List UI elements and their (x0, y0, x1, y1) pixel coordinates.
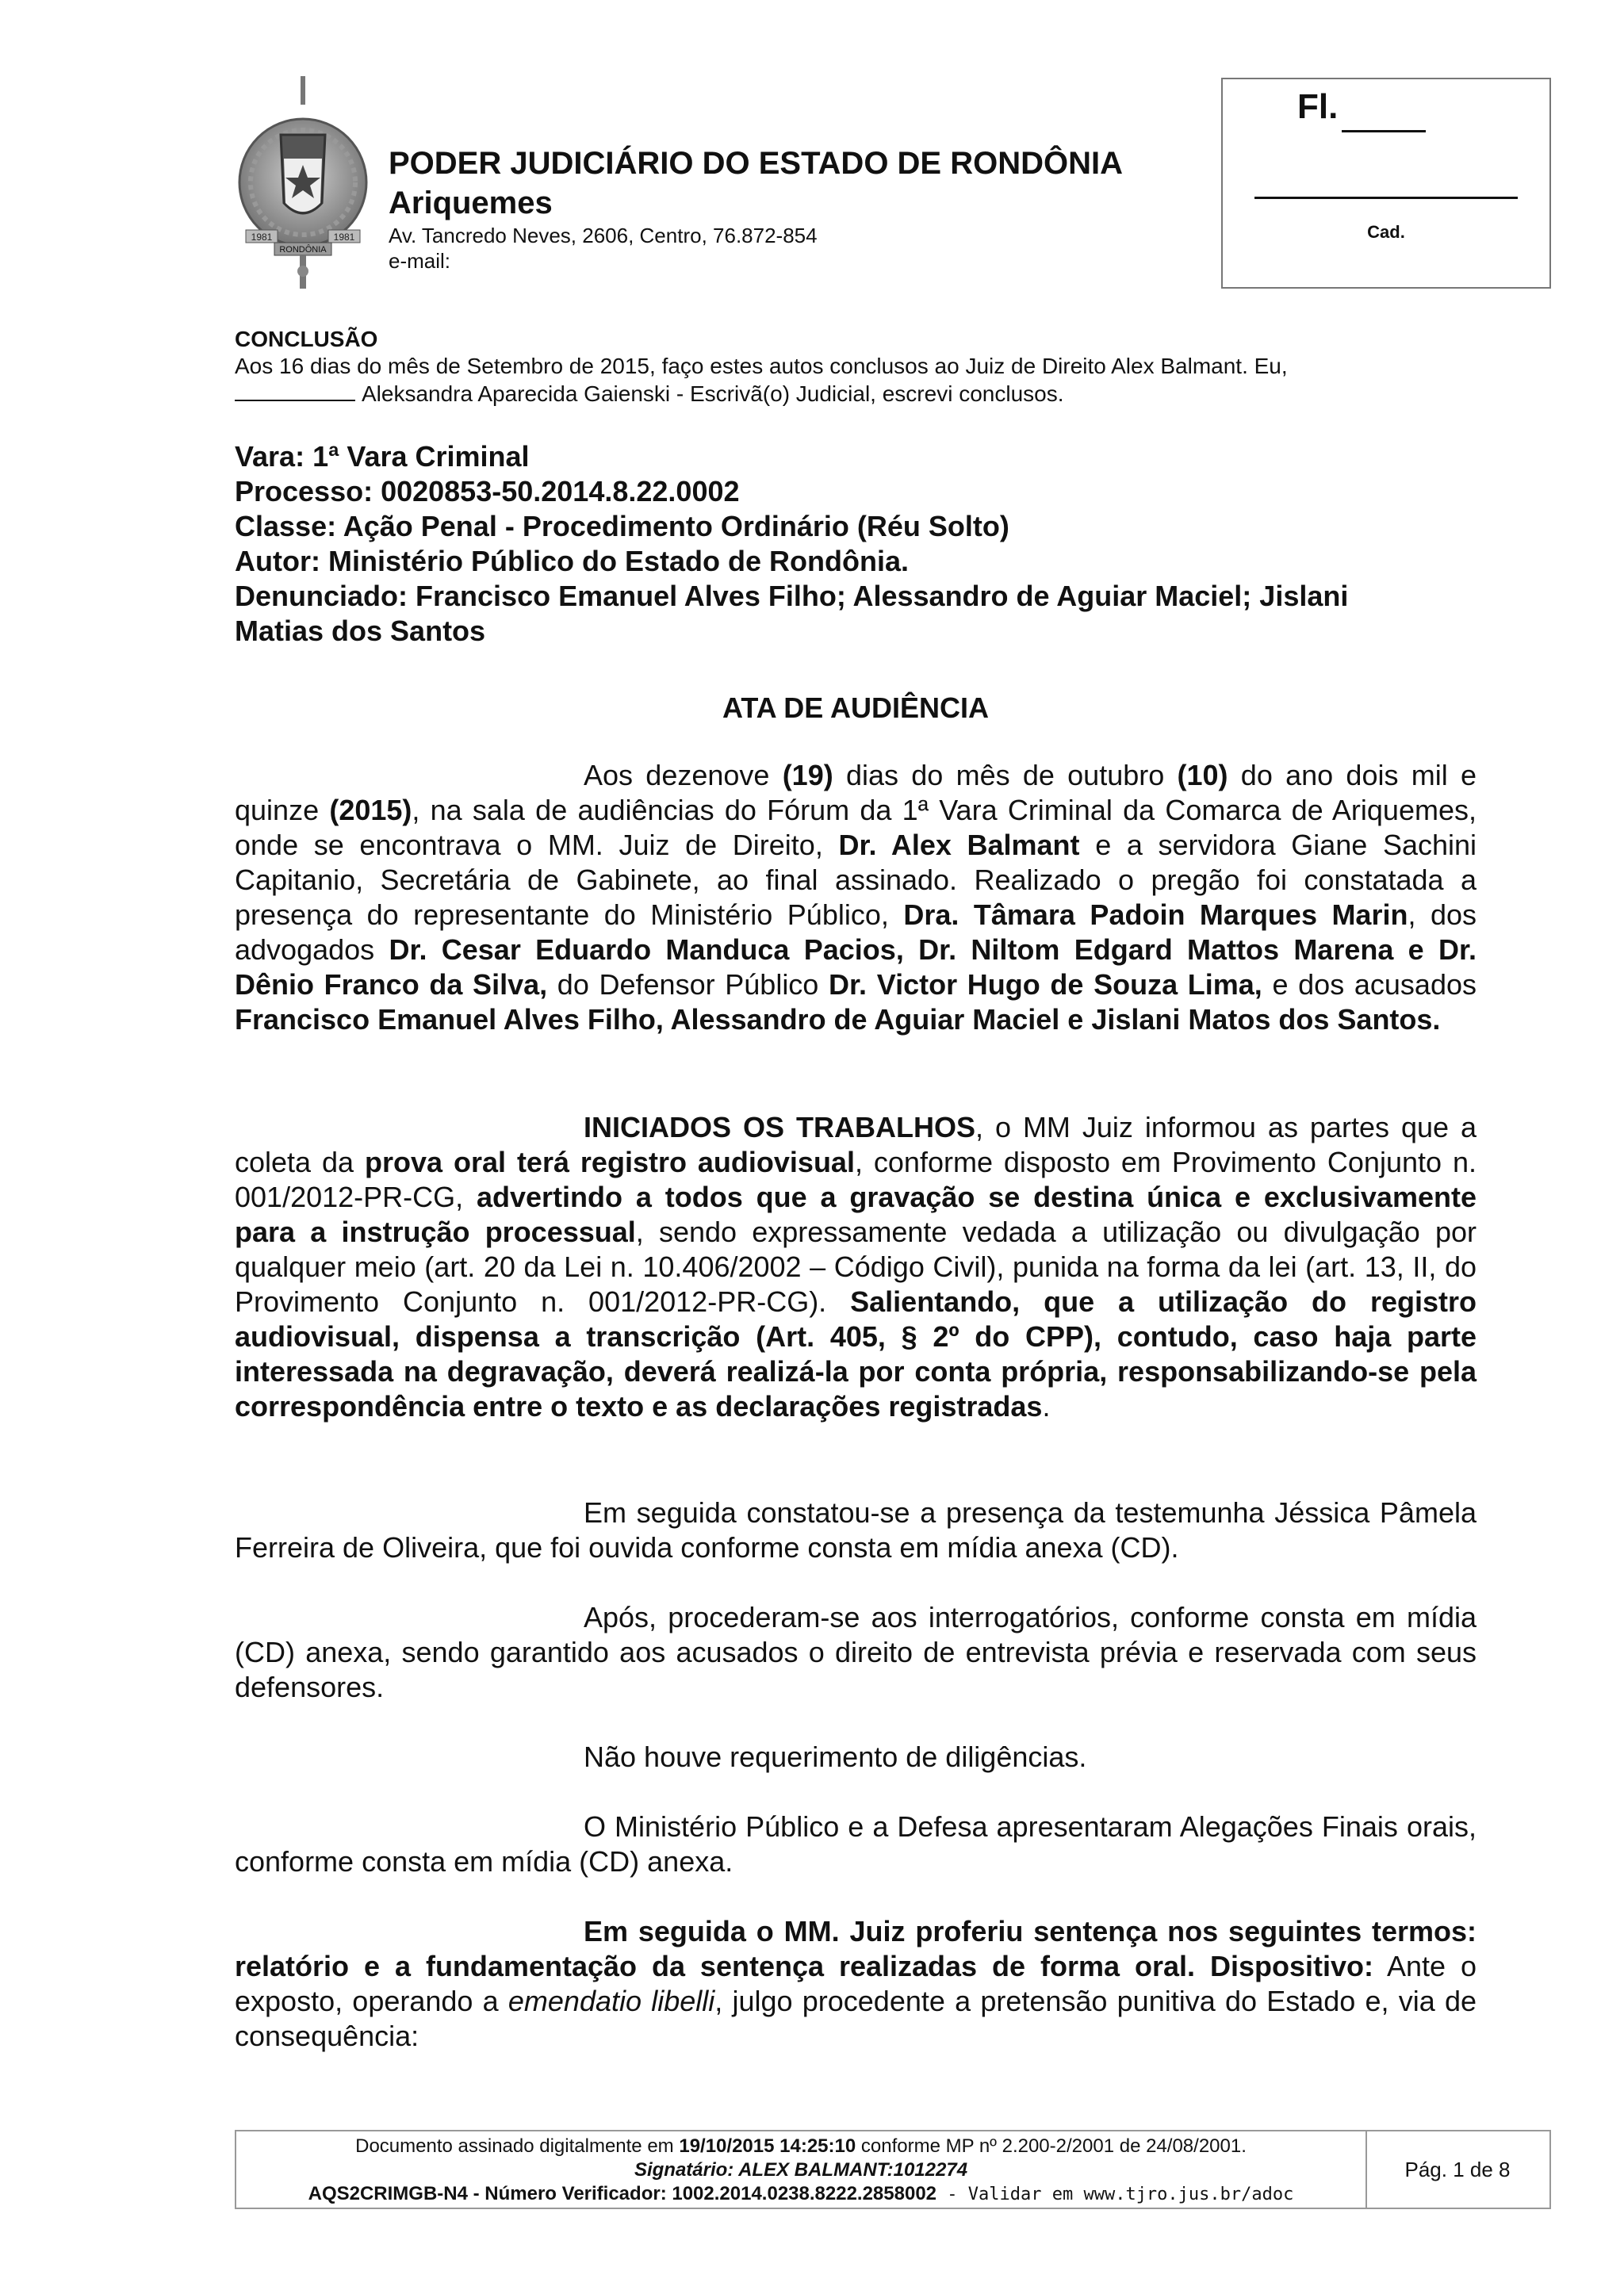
seal-year-left: 1981 (251, 232, 273, 243)
autor: Autor: Ministério Público do Estado de Rondônia. (235, 545, 909, 577)
signature-line: Documento assinado digitalmente em 19/10/2015 14:25:10 conforme MP nº 2.200-2/2001 de 24/08/2001. (355, 2135, 1247, 2157)
page-number: Pág. 1 de 8 (1404, 2157, 1511, 2181)
paragraph-interrogatorios: Após, procederam-se aos interrogatórios, conforme consta em mídia (CD) anexa, sendo garantido aos acusados o direito de entrevista prévia e reservada com seus defensores. (235, 1601, 1477, 1703)
folio-cad-label: Cad. (1367, 222, 1405, 242)
signature-blank (235, 381, 355, 401)
seal-year-right: 1981 (333, 232, 355, 243)
court-seal (235, 76, 371, 293)
court-email: e-mail: (389, 249, 451, 273)
paragraph-diligencias: Não houve requerimento de diligências. (584, 1741, 1087, 1773)
processo-number: Processo: 0020853-50.2014.8.22.0002 (235, 475, 740, 507)
classe: Classe: Ação Penal - Procedimento Ordinário (Réu Solto) (235, 510, 1009, 542)
folio-box (1221, 78, 1551, 289)
vara: Vara: 1ª Vara Criminal (235, 440, 530, 473)
paragraph-sentenca: Em seguida o MM. Juiz proferiu sentença nos seguintes termos: relatório e a fundamentação da sentença realizadas de forma oral. Dispositivo: Ante o exposto, operando a emendatio libelli, julgo procedente a pretensão punitiva do Estado e, via de consequência: (235, 1915, 1477, 2052)
paragraph-testemunha: Em seguida constatou-se a presença da testemunha Jéssica Pâmela Ferreira de Oliveira, que foi ouvida conforme consta em mídia anexa (CD). (235, 1496, 1477, 1564)
conclusao-title: CONCLUSÃO (235, 327, 378, 351)
signature-info (236, 2131, 1367, 2208)
conclusao-line-2-text: Aleksandra Aparecida Gaienski - Escrivã(o) Judicial, escrevi conclusos. (362, 381, 1064, 406)
signature-footer (235, 2130, 1551, 2209)
paragraph-alegacoes: O Ministério Público e a Defesa apresentaram Alegações Finais orais, conforme consta em mídia (CD) anexa. (235, 1810, 1477, 1878)
paragraph-opening: Aos dezenove (19) dias do mês de outubro (10) do ano dois mil e quinze (2015), na sala de audiências do Fórum da 1ª Vara Criminal da Comarca de Ariquemes, onde se encontrava o MM. Juiz de Direito, Dr. Alex Balmant e a servidora Giane Sachini Capitanio, Secretária de Gabinete, ao final assinado. Realizado o pregão foi constatada a presença do representante do Ministério Público, Dra. Tâmara Padoin Marques Marin, dos advogados Dr. Cesar Eduardo Manduca Pacios, Dr. Niltom Edgard Mattos Marena e Dr. Dênio Franco da Silva, do Defensor Público Dr. Victor Hugo de Souza Lima, e dos acusados Francisco Emanuel Alves Filho, Alessandro de Aguiar Maciel e Jislani Matos dos Santos. (235, 759, 1477, 1036)
signatario: Signatário: ALEX BALMANT:1012274 (634, 2159, 968, 2181)
denunciado-line-1: Denunciado: Francisco Emanuel Alves Filho; Alessandro de Aguiar Maciel; Jislani (235, 580, 1349, 612)
conclusao-line-2 (235, 381, 1064, 407)
court-address: Av. Tancredo Neves, 2606, Centro, 76.872-854 (389, 224, 818, 247)
court-name: PODER JUDICIÁRIO DO ESTADO DE RONDÔNIA (389, 146, 1123, 181)
folio-number-line (1342, 130, 1426, 132)
folio-signature-line (1254, 197, 1518, 199)
denunciado-line-2: Matias dos Santos (235, 615, 486, 647)
folio-label: Fl. (1297, 87, 1339, 126)
process-info (235, 439, 1477, 649)
seal-text: RONDÔNIA (279, 245, 327, 255)
paragraph-trabalhos: INICIADOS OS TRABALHOS, o MM Juiz informou as partes que a coleta da prova oral terá registro audiovisual, conforme disposto em Provimento Conjunto n. 001/2012-PR-CG, advertindo a todos que a gravação se destina única e exclusivamente para a instrução processual, sendo expressamente vedada a utilização ou divulgação por qualquer meio (art. 20 da Lei n. 10.406/2002 – Código Civil), punida na forma da lei (art. 13, II, do Provimento Conjunto n. 001/2012-PR-CG). Salientando, que a utilização do registro audiovisual, dispensa a transcrição (Art. 405, § 2º do CPP), contudo, caso haja parte interessada na degravação, deverá realizá-la por conta própria, responsabilizando-se pela correspondência entre o texto e as declarações registradas. (235, 1111, 1477, 1423)
ata-title: ATA DE AUDIÊNCIA (722, 691, 989, 724)
verificador-line: AQS2CRIMGB-N4 - Número Verificador: 1002.2014.0238.8222.2858002 - Validar em www.tjro.jus.br/adoc (308, 2183, 1294, 2204)
conclusao-line-1: Aos 16 dias do mês de Setembro de 2015, faço estes autos conclusos ao Juiz de Direito Alex Balmant. Eu, (235, 354, 1288, 378)
validar-link[interactable]: - Validar em www.tjro.jus.br/adoc (936, 2185, 1294, 2204)
court-city: Ariquemes (389, 186, 553, 220)
